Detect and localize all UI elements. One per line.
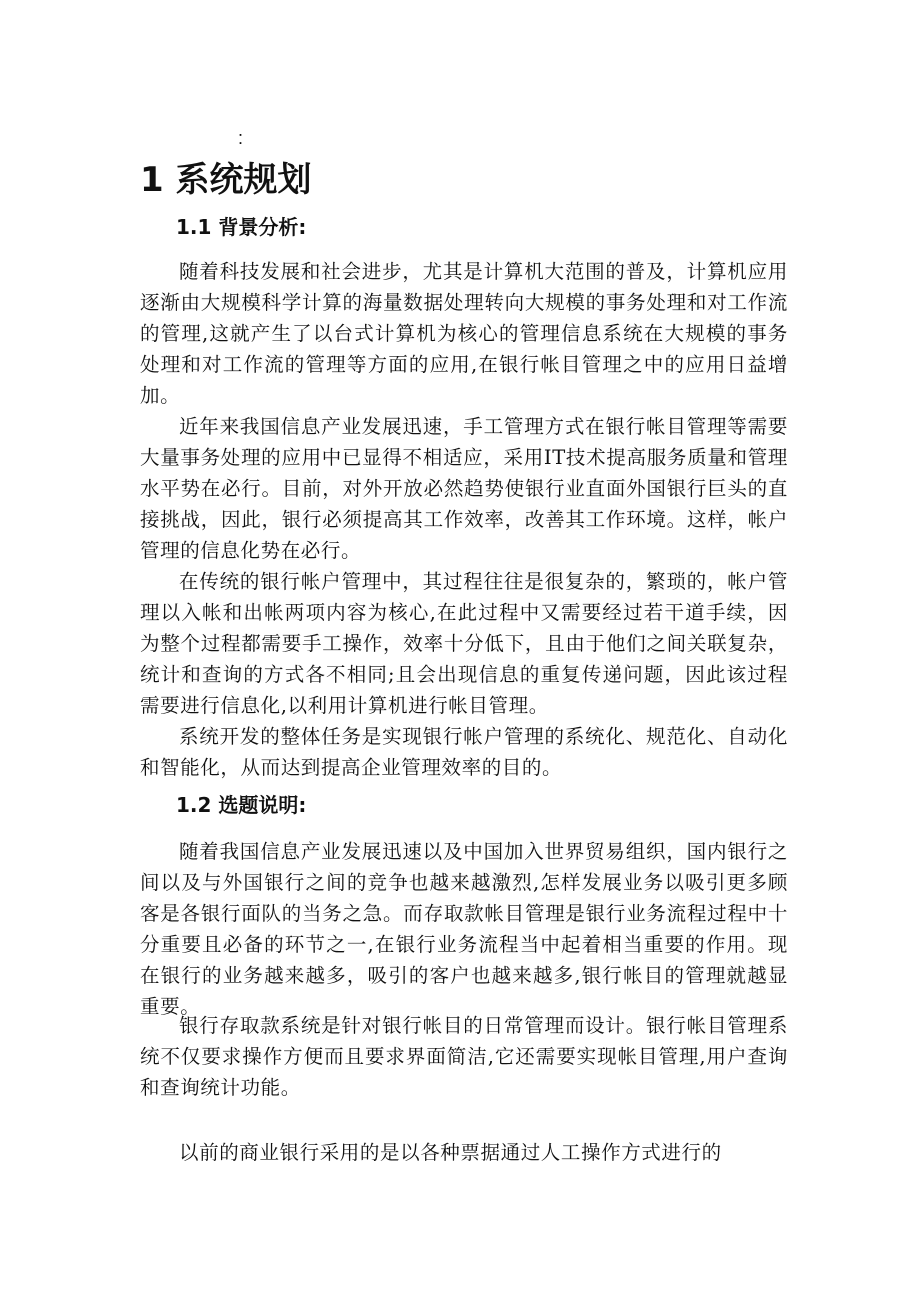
paragraph: 以前的商业银行采用的是以各种票据通过人工操作方式进行的: [179, 1141, 722, 1164]
stray-colon-mark: :: [238, 128, 244, 148]
section-2-body-part-3: [140, 1137, 788, 1168]
paragraph: 银行存取款系统是针对银行帐目的日常管理而设计。银行帐目管理系统不仅要求操作方便而且要求界面简洁,它还需要实现帐目管理,用户查询和查询统计功能。: [140, 1014, 788, 1099]
section-2-body-part-1: [140, 836, 788, 1022]
section-2-body-part-2: [140, 1010, 788, 1103]
section-1-body: [140, 256, 788, 783]
paragraph: 随着科技发展和社会进步，尤其是计算机大范围的普及，计算机应用逐渐由大规模科学计算的海量数据处理转向大规模的事务处理和对工作流的管理,这就产生了以台式计算机为核心的管理信息系统在大规模的事务处理和对工作流的管理等方面的应用,在银行帐目管理之中的应用日益增加。: [140, 260, 788, 407]
chapter-title: 1 系统规划: [140, 160, 312, 200]
paragraph: 系统开发的整体任务是实现银行帐户管理的系统化、规范化、自动化和智能化，从而达到提高企业管理效率的目的。: [140, 725, 788, 779]
section-heading-topic: 1.2 选题说明:: [176, 793, 307, 817]
section-heading-background: 1.1 背景分析:: [176, 215, 307, 239]
paragraph: 在传统的银行帐户管理中，其过程往往是很复杂的，繁琐的，帐户管理以入帐和出帐两项内容为核心,在此过程中又需要经过若干道手续，因为整个过程都需要手工操作，效率十分低下，且由于他们之间关联复杂，统计和查询的方式各不相同;且会出现信息的重复传递问题，因此该过程需要进行信息化,以利用计算机进行帐目管理。: [140, 570, 788, 717]
paragraph: 随着我国信息产业发展迅速以及中国加入世界贸易组织，国内银行之间以及与外国银行之间的竞争也越来越激烈,怎样发展业务以吸引更多顾客是各银行面队的当务之急。而存取款帐目管理是银行业务流程过程中十分重要且必备的环节之一,在银行业务流程当中起着相当重要的作用。现在银行的业务越来越多，吸引的客户也越来越多,银行帐目的管理就越显重要。: [140, 840, 788, 1018]
paragraph: 近年来我国信息产业发展迅速，手工管理方式在银行帐目管理等需要大量事务处理的应用中已显得不相适应，采用IT技术提高服务质量和管理水平势在必行。目前，对外开放必然趋势使银行业直面外国银行巨头的直接挑战，因此，银行必须提高其工作效率，改善其工作环境。这样，帐户管理的信息化势在必行。: [140, 415, 788, 562]
